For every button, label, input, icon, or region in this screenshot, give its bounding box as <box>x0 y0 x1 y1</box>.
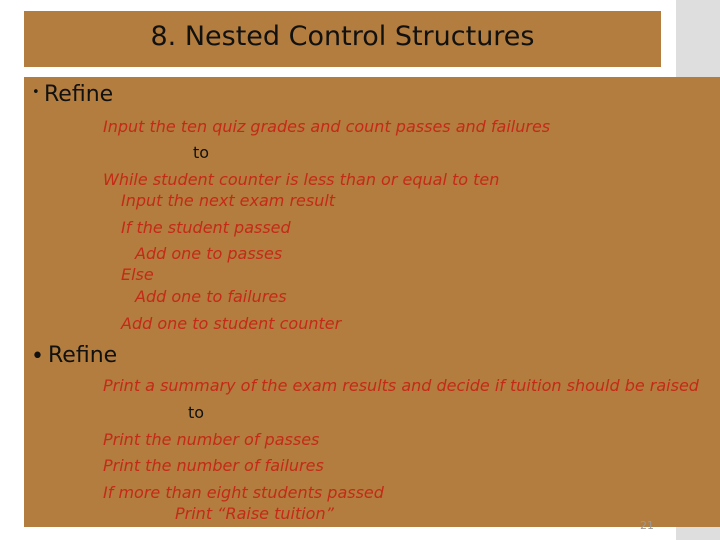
slide-title: 8. Nested Control Structures <box>150 21 535 52</box>
pseudocode-line: Print “Raise tuition” <box>175 504 334 523</box>
pseudocode-line: Print the number of failures <box>103 456 324 475</box>
page-number: 21 <box>640 519 654 532</box>
to-keyword: to <box>193 143 210 162</box>
content-panel <box>24 77 720 527</box>
refine-heading-1: Refine <box>44 82 114 107</box>
pseudocode-line: Print a summary of the exam results and decide if tuition should be raised <box>103 376 699 395</box>
pseudocode-line: If the student passed <box>121 218 291 237</box>
pseudocode-line: Input the ten quiz grades and count passes and failures <box>103 117 551 136</box>
pseudocode-line: Add one to passes <box>135 244 283 263</box>
pseudocode-line: Add one to student counter <box>121 314 342 333</box>
title-bar <box>24 11 661 67</box>
pseudocode-line: Input the next exam result <box>121 191 336 210</box>
refine-heading-2: Refine <box>48 343 118 368</box>
pseudocode-line: Else <box>121 265 154 284</box>
to-keyword: to <box>188 403 205 422</box>
bullet-1: • <box>32 85 40 100</box>
pseudocode-line: Print the number of passes <box>103 430 320 449</box>
bullet-2: • <box>31 344 44 369</box>
pseudocode-line: If more than eight students passed <box>103 483 384 502</box>
pseudocode-line: While student counter is less than or equal to ten <box>103 170 500 189</box>
pseudocode-line: Add one to failures <box>135 287 287 306</box>
